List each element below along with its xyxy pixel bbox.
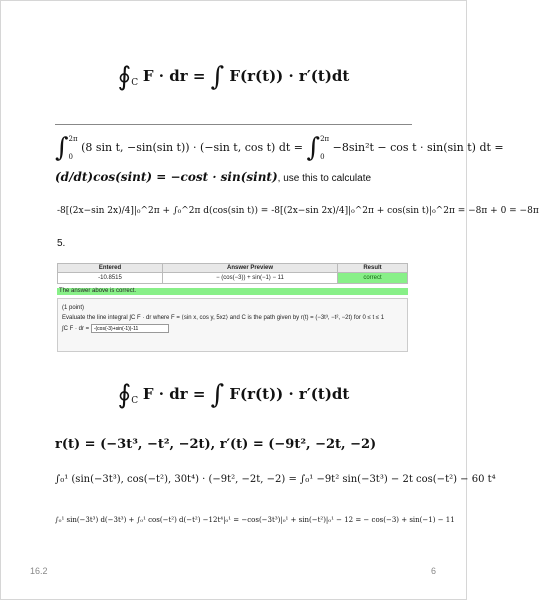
- footer-page-number: 6: [431, 566, 437, 576]
- parametrization-line: r(t) = (−3t³, −t², −2t), r′(t) = (−9t², −2t, −2): [55, 437, 377, 452]
- integrand-2: −8sin²t − cos t · sin(sin t) dt =: [332, 141, 504, 154]
- cell-entered: -10.8515: [58, 273, 163, 284]
- answer-label: ∫C F · dr =: [62, 326, 90, 333]
- cell-result: correct: [338, 273, 408, 284]
- derivative-line: [55, 170, 371, 184]
- table-row: [58, 273, 408, 284]
- upper-bound: 2π: [68, 135, 78, 143]
- top-formula-text: F · dr = ∫ F(r(t)) · r′(t)dt: [142, 62, 350, 92]
- divider-line: [55, 124, 412, 125]
- top-line-integral-formula: [0, 62, 467, 92]
- webwork-answer-panel: [57, 263, 408, 355]
- answer-table: [57, 263, 408, 284]
- footer-left: 16.2: [30, 566, 48, 576]
- problem-number: 5.: [57, 238, 66, 249]
- integral-symbol-rhs: ∫: [306, 133, 321, 163]
- integrand-1: (8 sin t, −sin(sin t)) · (−sin t, cos t) dt =: [81, 141, 304, 154]
- contour-sub: C: [131, 78, 139, 88]
- contour-sub-bottom: C: [131, 396, 139, 406]
- contour-integral-symbol: ∮: [117, 62, 132, 92]
- lower-bound: 0: [68, 153, 74, 161]
- status-bar: The answer above is correct.: [57, 288, 408, 295]
- answer-input[interactable]: [91, 324, 169, 333]
- evaluation-text: -8[(2x−sin 2x)/4]|₀^2π + ∫₀^2π d(cos(sin t)) = -8[(2x−sin 2x)/4]|₀^2π + cos(sin t)|₀^2π = −8π + 0 = −8π: [57, 206, 539, 216]
- header-entered: Entered: [58, 264, 163, 273]
- question-text: Evaluate the line integral ∫C F · dr where F = ⟨sin x, cos y, 5xz⟩ and C is the path given by r(t) = (−3t³, −t², −2t) for 0 ≤ t ≤ 1: [62, 315, 385, 321]
- points-label: (1 point): [62, 305, 85, 311]
- rhs-lower-bound: 0: [320, 153, 325, 161]
- integral-line-1: [55, 130, 504, 166]
- contour-integral-symbol-bottom: ∮: [117, 380, 132, 410]
- substituted-integral-line: ∫₀¹ (sin(−3t³), cos(−t²), 30t⁴) · (−9t², −2t, −2) = ∫₀¹ −9t² sin(−3t³) − 2t cos(−t²) − 60 t⁴: [55, 474, 496, 485]
- integral-symbol: ∫: [55, 133, 69, 163]
- answer-row: [62, 324, 403, 333]
- header-result: Result: [338, 264, 408, 273]
- derivative-note: , use this to calculate: [277, 173, 372, 184]
- bottom-line-integral-formula: [0, 380, 467, 410]
- cell-preview: − (cos(−3)) + sin(−1) − 11: [163, 273, 338, 284]
- question-box: [57, 298, 408, 352]
- evaluation-line: [57, 206, 539, 216]
- rhs-upper-bound: 2π: [320, 135, 330, 143]
- header-preview: Answer Preview: [163, 264, 338, 273]
- bottom-formula-text: F · dr = ∫ F(r(t)) · r′(t)dt: [142, 380, 350, 410]
- final-evaluation-line: ∫₀¹ sin(−3t³) d(−3t³) + ∫₀¹ cos(−t²) d(−t²) −12t⁴|₀¹ = −cos(−3t³)|₀¹ + sin(−t²)|₀¹ − 12 = − cos(−3) + sin(−1) − 11: [55, 516, 455, 524]
- derivative-math: (d/dt)cos(sint) = −cost · sin(sint): [55, 170, 278, 184]
